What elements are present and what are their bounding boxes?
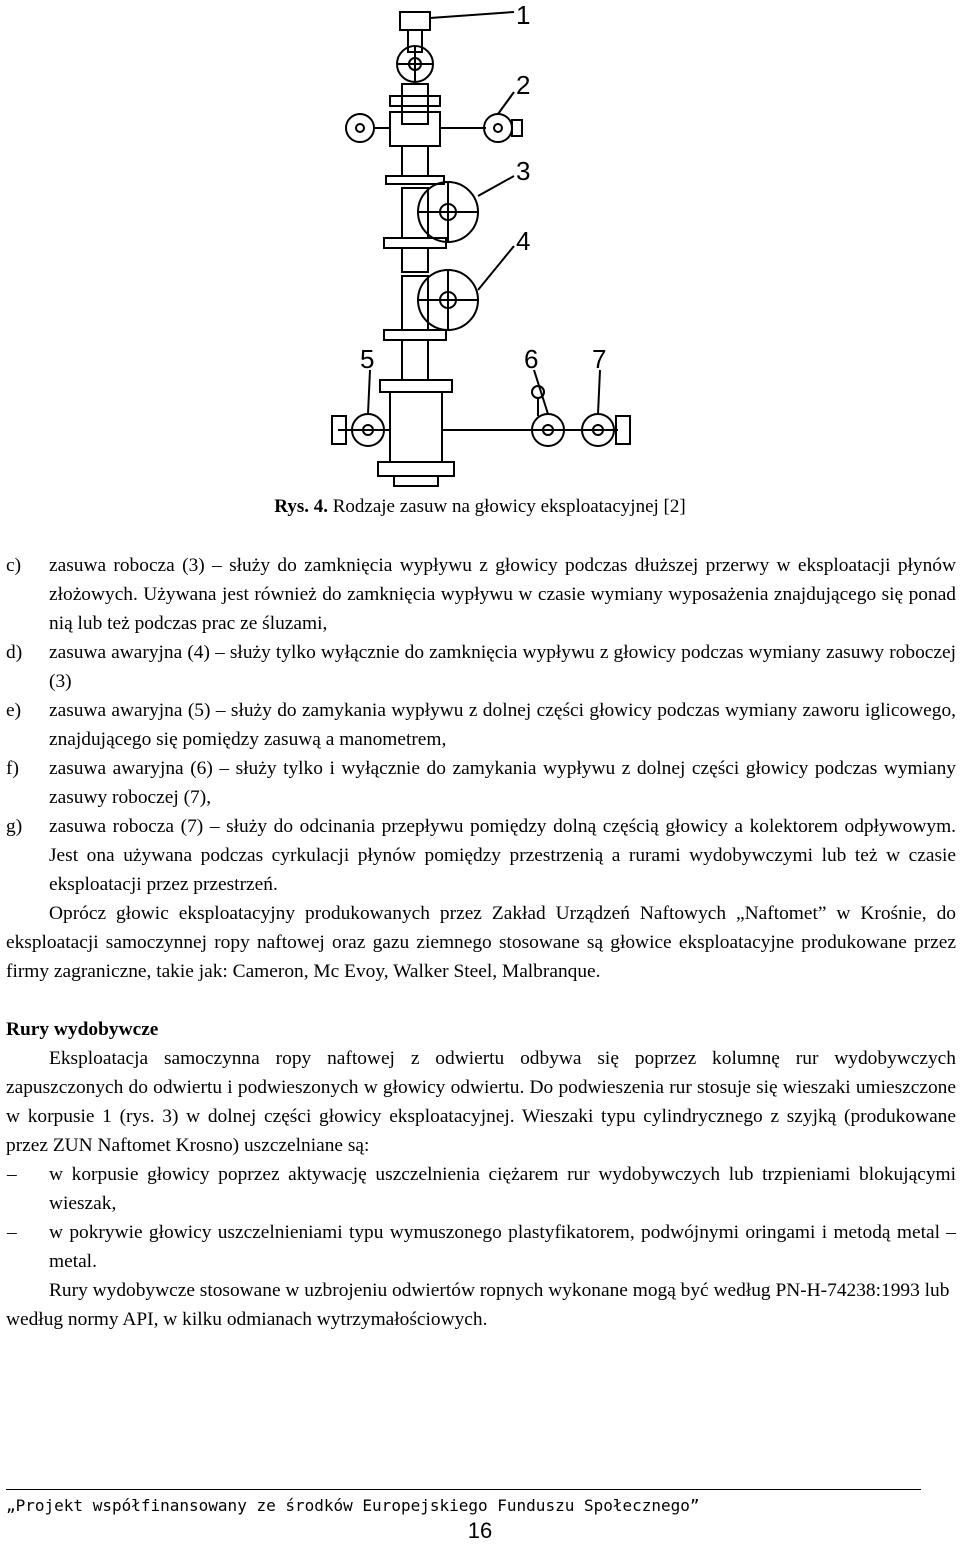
list-marker: f) bbox=[6, 758, 19, 779]
callout-2: 2 bbox=[516, 70, 531, 100]
callout-3: 3 bbox=[516, 156, 531, 186]
list-item-text: w korpusie głowicy poprzez aktywację uszczelnienia ciężarem rur wydobywczych lub trzpieniami blokującymi wieszak, bbox=[49, 1164, 956, 1214]
wellhead-figure bbox=[318, 0, 642, 490]
list-item-text: zasuwa robocza (3) – służy do zamknięcia wypływu z głowicy podczas dłuższej przerwy w eksploatacji płynów złożowych. Używana jest również do zamknięcia wypływu w czasie wymiany wyposażenia znajdującego się ponad nią lub też podczas prac ze śluzami, bbox=[49, 555, 956, 634]
document-body bbox=[6, 551, 956, 1334]
list-item-text: zasuwa awaryjna (4) – służy tylko wyłącznie do zamknięcia wypływu z głowicy podczas wymiany zasuwy roboczej (3) bbox=[49, 642, 956, 692]
lower-cross bbox=[390, 392, 442, 462]
list-item bbox=[6, 551, 956, 638]
top-cap bbox=[400, 12, 430, 30]
list-item bbox=[6, 638, 956, 696]
list-marker: – bbox=[7, 1222, 17, 1243]
list-item-text: zasuwa awaryjna (6) – służy tylko i wyłącznie do zamykania wypływu z dolnej części głowicy podczas wymiany zasuwy roboczej (7), bbox=[49, 758, 956, 808]
paragraph: Eksploatacja samoczynna ropy naftowej z odwiertu odbywa się poprzez kolumnę rur wydobywczych zapuszczonych do odwiertu i podwieszonych w głowicy odwiertu. Do podwieszenia rur stosuje się wieszaki umieszczone w korpusie 1 (rys. 3) w dolnej części głowicy eksploatacyjnej. Wieszaki typu cylindrycznego z szyjką (produkowane przez ZUN Naftomet Krosno) uszczelniane są: bbox=[6, 1048, 956, 1156]
callout-4: 4 bbox=[516, 226, 531, 256]
page-number: 16 bbox=[467, 1518, 493, 1543]
list-item bbox=[6, 754, 956, 812]
valve-wheel-2 bbox=[484, 114, 512, 142]
paragraph: Rury wydobywcze stosowane w uzbrojeniu odwiertów ropnych wykonane mogą być według PN-H-74238:1993 lub według normy API, w kilku odmianach wytrzymałościowych. bbox=[6, 1280, 950, 1330]
upper-body bbox=[402, 84, 428, 124]
list-marker: – bbox=[7, 1164, 17, 1185]
list-item-text: w pokrywie głowicy uszczelnieniami typu wymuszonego plastyfikatorem, podwójnymi oringami i metodą metal – metal. bbox=[49, 1222, 956, 1272]
section-title: Rury wydobywcze bbox=[6, 1019, 159, 1040]
list-item bbox=[6, 1218, 956, 1276]
valve-wheel-2-left bbox=[346, 114, 374, 142]
callout-5: 5 bbox=[360, 344, 375, 374]
list-marker: e) bbox=[6, 700, 22, 721]
list-item-text: zasuwa robocza (7) – służy do odcinania przepływu pomiędzy dolną częścią głowicy a kolektorem odpływowym. Jest ona używana podczas cyrkulacji płynów pomiędzy przestrzenią a rurami wydobywczymi lub też w czasie eksploatacji przez przestrzeń. bbox=[49, 816, 956, 895]
list-item bbox=[6, 1160, 956, 1218]
figure-caption bbox=[0, 495, 960, 519]
callout-6: 6 bbox=[524, 344, 539, 374]
list-marker: g) bbox=[6, 816, 23, 837]
paragraph: Oprócz głowic eksploatacyjny produkowanych przez Zakład Urządzeń Naftowych „Naftomet” w Krośnie, do eksploatacji samoczynnej ropy naftowej oraz gazu ziemnego stosowane są głowice eksploatacyjne produkowane przez firmy zagraniczne, takie jak: Cameron, Mc Evoy, Walker Steel, Malbranque. bbox=[6, 903, 956, 982]
cross-piece bbox=[390, 112, 440, 146]
caption-label: Rys. 4. bbox=[274, 496, 328, 517]
list-marker: c) bbox=[6, 555, 22, 576]
list-item bbox=[6, 812, 956, 899]
caption-text: Rodzaje zasuw na głowicy eksploatacyjnej [2] bbox=[332, 496, 686, 517]
list-item-text: zasuwa awaryjna (5) – służy do zamykania wypływu z dolnej części głowicy podczas wymiany zaworu iglicowego, znajdującego się pomiędzy zasuwą a manometrem, bbox=[49, 700, 956, 750]
callout-7: 7 bbox=[592, 344, 607, 374]
callout-1: 1 bbox=[516, 0, 531, 30]
list-item bbox=[6, 696, 956, 754]
list-marker: d) bbox=[6, 642, 23, 663]
page-footer: „Projekt współfinansowany ze środków Europejskiego Funduszu Społecznego” bbox=[6, 1489, 921, 1516]
wellhead-drawing bbox=[318, 0, 642, 490]
